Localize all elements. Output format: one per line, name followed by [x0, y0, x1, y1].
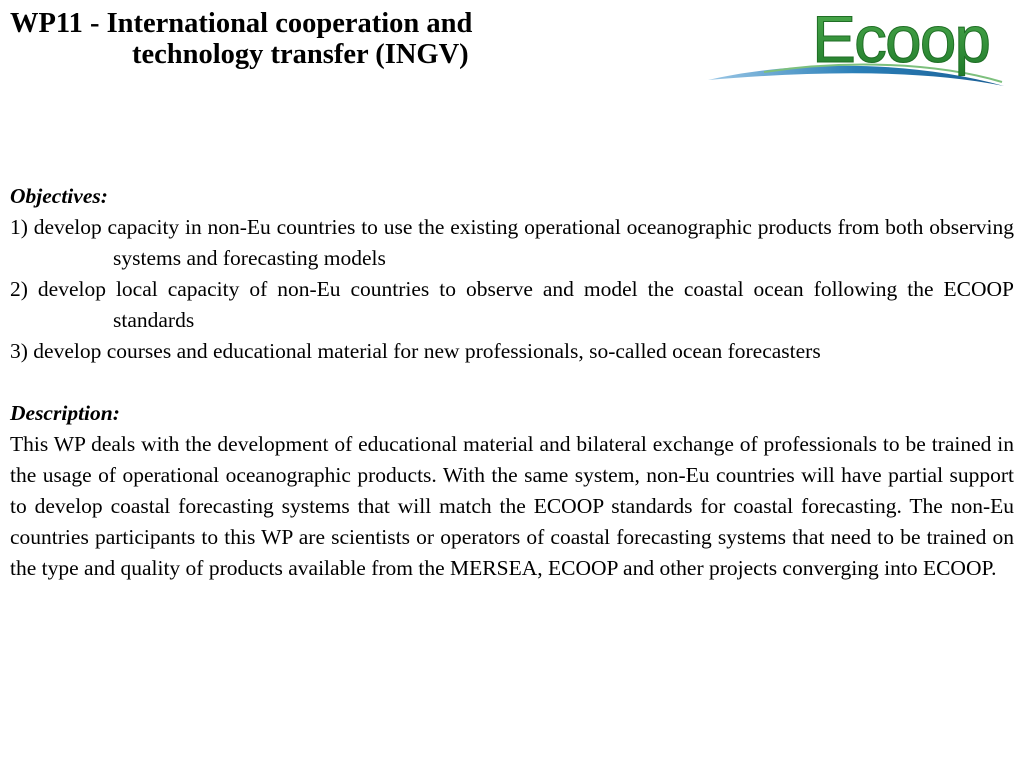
ecoop-logo-graphic: [704, 2, 1010, 98]
title-line-1: WP11 - International cooperation and: [10, 8, 473, 39]
section-spacer: [10, 367, 1014, 398]
title-line-2: technology transfer (INGV): [132, 39, 469, 70]
objective-item: 3) develop courses and educational material for new professionals, so-called ocean forecasters: [10, 339, 821, 363]
objective-item: 2) develop local capacity of non-Eu countries to observe and model the coastal ocean following the ECOOP standards: [10, 277, 1014, 332]
objectives-heading: Objectives:: [10, 184, 108, 208]
description-text: This WP deals with the development of educational material and bilateral exchange of professionals to be trained in the usage of operational oceanographic products. With the same system, non-Eu countries will have partial support to develop coastal forecasting systems that will match the ECOOP standards for coastal forecasting. The non-Eu countries participants to this WP are scientists or operators of coastal forecasting systems that need to be trained on the type and quality of products available from the MERSEA, ECOOP and other projects converging into ECOOP.: [10, 432, 1014, 580]
page-title: [10, 8, 690, 70]
objective-item: 1) develop capacity in non-Eu countries to use the existing operational oceanographic products from both observing systems and forecasting models: [10, 215, 1014, 270]
description-heading: Description:: [10, 401, 120, 425]
ecoop-logo: [704, 2, 1010, 98]
logo-wordmark: Ecoop: [812, 2, 990, 76]
main-content: [10, 181, 1014, 584]
